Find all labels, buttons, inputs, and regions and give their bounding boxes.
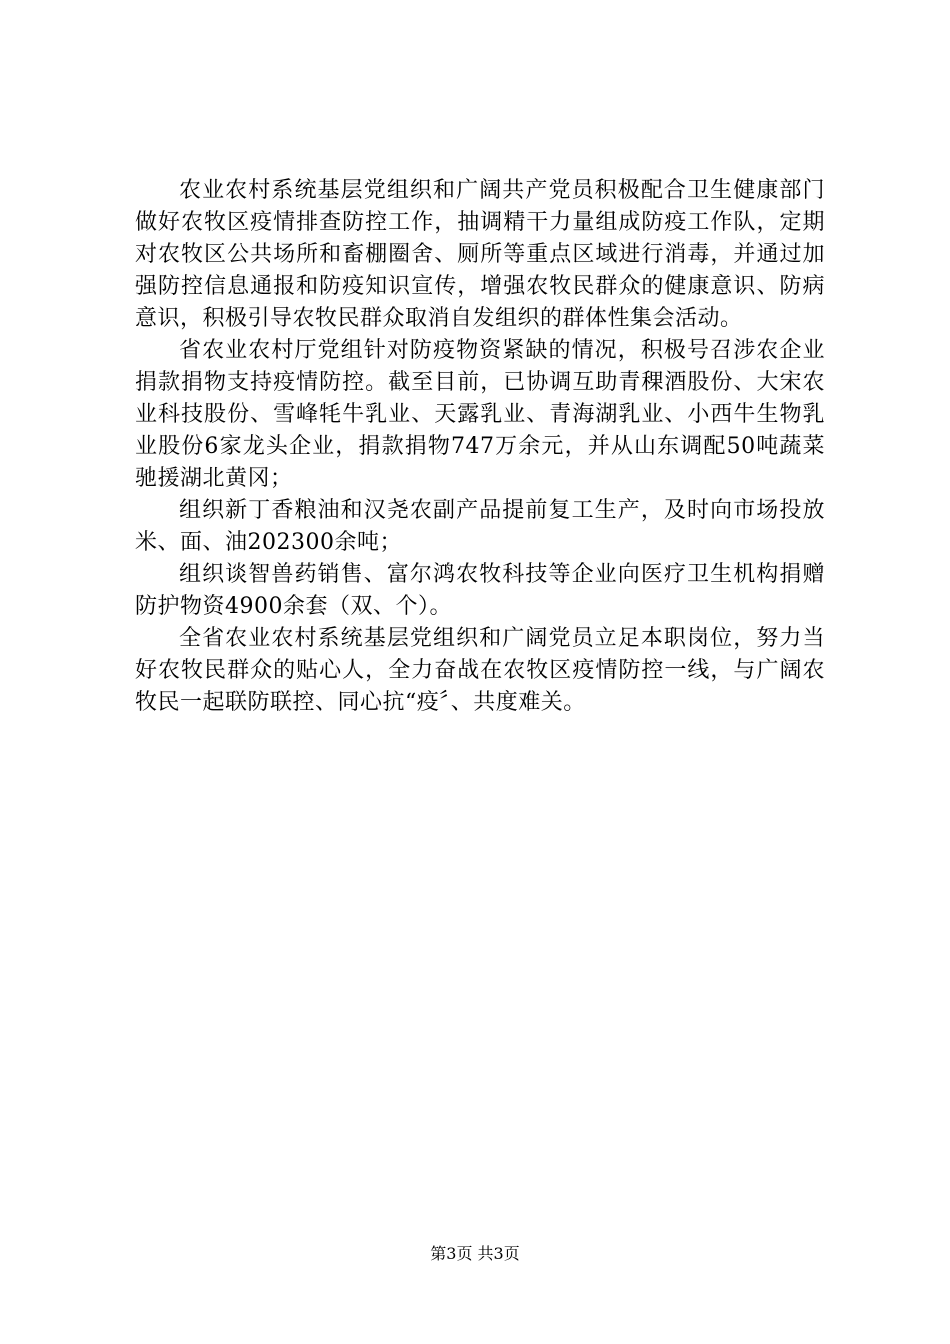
paragraph-5: 全省农业农村系统基层党组织和广阔党员立足本职岗位，努力当好农牧民群众的贴心人，全力奋战在农牧区疫情防控一线，与广阔农牧民一起联防联控、同心抗“疫〞、共度难关。 — [135, 626, 825, 715]
document-body — [135, 175, 825, 719]
paragraph-2: 省农业农村厅党组针对防疫物资紧缺的情况，积极号召涉农企业捐款捐物支持疫情防控。截至目前，已协调互助青稞酒股份、大宋农业科技股份、雪峰牦牛乳业、天露乳业、青海湖乳业、小西牛生物乳业股份6家龙头企业，捐款捐物747万余元，并从山东调配50吨蔬菜驰援湖北黄冈； — [135, 338, 825, 491]
paragraph-4: 组织谈智兽药销售、富尔鸿农牧科技等企业向医疗卫生机构捐赠防护物资4900余套（双、个）。 — [135, 562, 825, 619]
paragraph-1: 农业农村系统基层党组织和广阔共产党员积极配合卫生健康部门做好农牧区疫情排查防控工作，抽调精干力量组成防疫工作队，定期对农牧区公共场所和畜棚圈舍、厕所等重点区域进行消毒，并通过加强防控信息通报和防疫知识宣传，增强农牧民群众的健康意识、防病意识，积极引导农牧民群众取消自发组织的群体性集会活动。 — [135, 178, 825, 331]
page-number-footer: 第3页 共3页 — [430, 1244, 520, 1263]
paragraph-3: 组织新丁香粮油和汉尧农副产品提前复工生产，及时向市场投放米、面、油202300余吨； — [135, 498, 825, 555]
